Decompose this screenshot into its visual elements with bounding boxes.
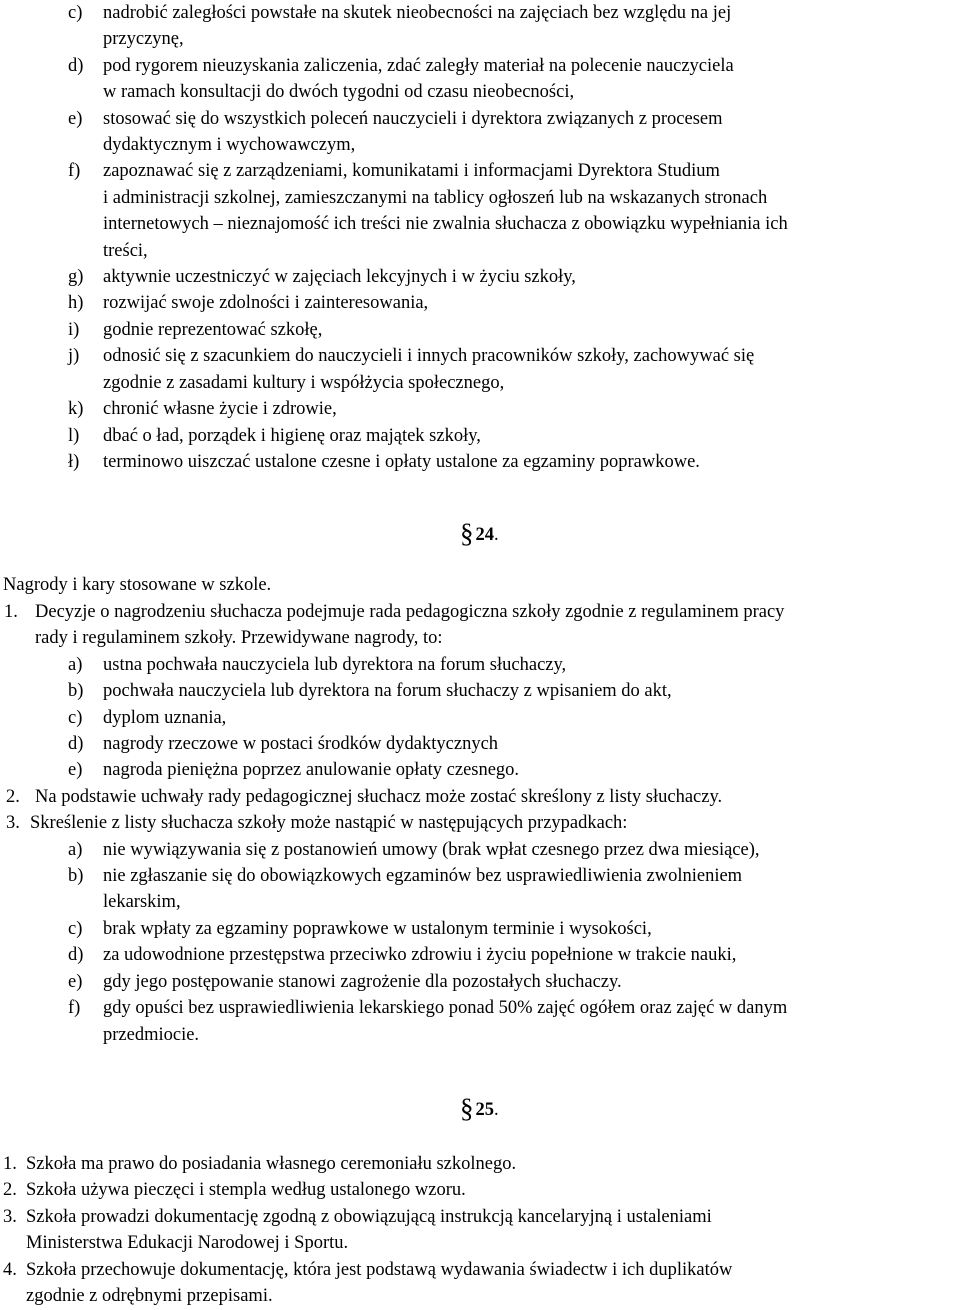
list-marker: l)	[68, 425, 80, 446]
list-item-text-line: gdy jego postępowanie stanowi zagrożenie dla pozostałych słuchaczy.	[103, 971, 622, 992]
list-item-text-line: zapoznawać się z zarządzeniami, komunikatami i informacjami Dyrektora Studium	[103, 161, 720, 182]
numbered-paragraph	[0, 810, 960, 836]
duty-list-item	[0, 423, 960, 449]
reward-list-item	[0, 705, 960, 731]
duty-list-item	[0, 264, 960, 290]
list-item-text-line: nie zgłaszanie się do obowiązkowych egzaminów bez usprawiedliwienia zwolnieniem	[103, 866, 743, 887]
list-marker: 2.	[6, 786, 20, 807]
section-24-body	[0, 599, 960, 1048]
numbered-paragraph	[0, 1257, 960, 1310]
list-item-text-line: nadrobić zaległości powstałe na skutek nieobecności na zajęciach bez względu na jej	[103, 3, 732, 23]
list-item-text-line: w ramach konsultacji do dwóch tygodni od czasu nieobecności,	[103, 82, 575, 103]
list-item-text-line: dbać o ład, porządek i higienę oraz majątek szkoły,	[103, 425, 481, 446]
list-item-text-line: Ministerstwa Edukacji Narodowej i Sportu.	[26, 1233, 349, 1254]
duty-list-item	[0, 158, 960, 264]
list-item-text-line: za udowodnione przestępstwa przeciwko zdrowiu i życiu popełnione w trakcie nauki,	[103, 945, 737, 966]
removal-reason-item	[0, 969, 960, 995]
list-item-text-line: lekarskim,	[103, 892, 181, 913]
section-24-intro: Nagrody i kary stosowane w szkole.	[3, 575, 272, 595]
list-item-text-line: Na podstawie uchwały rady pedagogicznej słuchacz może zostać skreślony z listy słuchaczy.	[35, 786, 723, 807]
list-item-text-line: dyplom uznania,	[103, 707, 227, 728]
list-item-text-line: nagrody rzeczowe w postaci środków dydaktycznych	[103, 734, 499, 755]
removal-reason-item	[0, 837, 960, 863]
reward-list-item	[0, 731, 960, 757]
list-item-text-line: pochwała nauczyciela lub dyrektora na forum słuchaczy z wpisaniem do akt,	[103, 681, 672, 702]
section-25-heading	[460, 1093, 499, 1123]
list-marker: b)	[68, 681, 84, 702]
section-dot: .	[494, 1100, 499, 1120]
list-marker: d)	[68, 55, 84, 76]
list-item-text-line: brak wpłaty za egzaminy poprawkowe w ustalonym terminie i wysokości,	[103, 918, 652, 939]
section-sign: §	[460, 1093, 474, 1123]
numbered-paragraph	[0, 1204, 960, 1257]
removal-reason-item	[0, 995, 960, 1048]
list-item-text-line: nie wywiązywania się z postanowień umowy (brak wpłat czesnego przez dwa miesiące),	[103, 839, 760, 860]
duty-list-item	[0, 106, 960, 159]
list-marker: c)	[68, 3, 83, 23]
list-item-text-line: Szkoła ma prawo do posiadania własnego ceremoniału szkolnego.	[26, 1154, 517, 1174]
list-item-text-line: ustna pochwała nauczyciela lub dyrektora na forum słuchaczy,	[103, 654, 567, 675]
list-item-text-line: rozwijać swoje zdolności i zainteresowania,	[103, 293, 429, 314]
list-marker: k)	[68, 399, 84, 420]
section-25-body	[0, 1151, 960, 1309]
list-item-text-line: internetowych – nieznajomość ich treści nie zwalnia słuchacza z obowiązku wypełniania ich	[103, 214, 788, 235]
list-item-text-line: odnosić się z szacunkiem do nauczycieli i innych pracowników szkoły, zachowywać się	[103, 346, 755, 367]
list-item-text-line: zgodnie z zasadami kultury i współżycia społecznego,	[103, 372, 505, 393]
duty-list-item	[0, 396, 960, 422]
list-item-text-line: zgodnie z odrębnymi przepisami.	[26, 1286, 273, 1307]
list-marker: d)	[68, 734, 84, 755]
list-item-text-line: gdy opuści bez usprawiedliwienia lekarskiego ponad 50% zajęć ogółem oraz zajęć w danym	[103, 998, 788, 1019]
list-marker: e)	[68, 760, 83, 781]
list-marker: f)	[68, 998, 81, 1019]
list-marker: f)	[68, 161, 81, 182]
list-marker: g)	[68, 267, 84, 288]
list-marker: 3.	[6, 813, 20, 834]
list-item-text-line: przedmiocie.	[103, 1024, 200, 1045]
list-item-text-line: terminowo uiszczać ustalone czesne i opłaty ustalone za egzaminy poprawkowe.	[103, 451, 700, 472]
removal-reason-item	[0, 942, 960, 968]
duty-list-item	[0, 343, 960, 396]
list-item-text-line: godnie reprezentować szkołę,	[103, 319, 323, 340]
list-item-text-line: i administracji szkolnej, zamieszczanymi na tablicy ogłoszeń lub na wskazanych stronach	[103, 187, 768, 208]
numbered-paragraph	[0, 1151, 960, 1177]
list-marker: c)	[68, 707, 83, 728]
list-item-text-line: Szkoła prowadzi dokumentację zgodną z obowiązującą instrukcją kancelaryjną i ustaleniami	[26, 1206, 712, 1227]
list-marker: h)	[68, 293, 84, 314]
list-item-text-line: Szkoła przechowuje dokumentację, która jest podstawą wydawania świadectw i ich duplikatów	[26, 1259, 733, 1280]
list-marker: e)	[68, 971, 83, 992]
removal-reason-item	[0, 916, 960, 942]
list-marker: ł)	[68, 451, 80, 472]
list-item-text-line: aktywnie uczestniczyć w zajęciach lekcyjnych i w życiu szkoły,	[103, 267, 576, 288]
duty-list-item	[0, 53, 960, 106]
list-marker: d)	[68, 945, 84, 966]
duty-list-item	[0, 290, 960, 316]
list-marker: 3.	[3, 1206, 17, 1227]
list-item-text-line: Szkoła używa pieczęci i stempla według ustalonego wzoru.	[26, 1180, 466, 1201]
numbered-paragraph	[0, 784, 960, 810]
list-item-text-line: Decyzje o nagrodzeniu słuchacza podejmuje rada pedagogiczna szkoły zgodnie z regulaminem pracy	[35, 602, 785, 622]
student-duties-list	[0, 0, 960, 475]
list-marker: 1.	[4, 602, 18, 622]
section-24-heading	[460, 518, 499, 548]
list-marker: j)	[68, 346, 80, 367]
list-marker: 4.	[3, 1259, 17, 1280]
list-item-text-line: rady i regulaminem szkoły. Przewidywane nagrody, to:	[35, 628, 443, 649]
list-marker: e)	[68, 108, 83, 129]
list-item-text-line: Skreślenie z listy słuchacza szkoły może nastąpić w następujących przypadkach:	[30, 813, 628, 834]
list-marker: i)	[68, 319, 80, 340]
reward-list-item	[0, 757, 960, 783]
list-item-text-line: chronić własne życie i zdrowie,	[103, 399, 337, 420]
list-item-text-line: treści,	[103, 240, 148, 261]
section-sign: §	[460, 518, 474, 548]
list-marker: a)	[68, 839, 83, 860]
reward-list-item	[0, 678, 960, 704]
duty-list-item	[0, 449, 960, 475]
list-item-text-line: pod rygorem nieuzyskania zaliczenia, zdać zaległy materiał na polecenie nauczyciela	[103, 55, 734, 76]
section-dot: .	[494, 525, 499, 545]
list-item-text-line: nagroda pieniężna poprzez anulowanie opłaty czesnego.	[103, 760, 520, 781]
list-marker: a)	[68, 654, 83, 675]
list-marker: b)	[68, 866, 84, 887]
numbered-paragraph	[0, 599, 960, 652]
list-marker: c)	[68, 918, 83, 939]
list-marker: 2.	[3, 1180, 17, 1201]
list-marker: 1.	[3, 1154, 17, 1174]
section-number: 24	[475, 525, 494, 545]
list-item-text-line: stosować się do wszystkich poleceń nauczycieli i dyrektora związanych z procesem	[103, 108, 723, 129]
reward-list-item	[0, 652, 960, 678]
duty-list-item	[0, 317, 960, 343]
section-number: 25	[475, 1100, 494, 1120]
duty-list-item	[0, 0, 960, 53]
list-item-text-line: przyczynę,	[103, 29, 184, 50]
numbered-paragraph	[0, 1177, 960, 1203]
removal-reason-item	[0, 863, 960, 916]
list-item-text-line: dydaktycznym i wychowawczym,	[103, 135, 356, 156]
